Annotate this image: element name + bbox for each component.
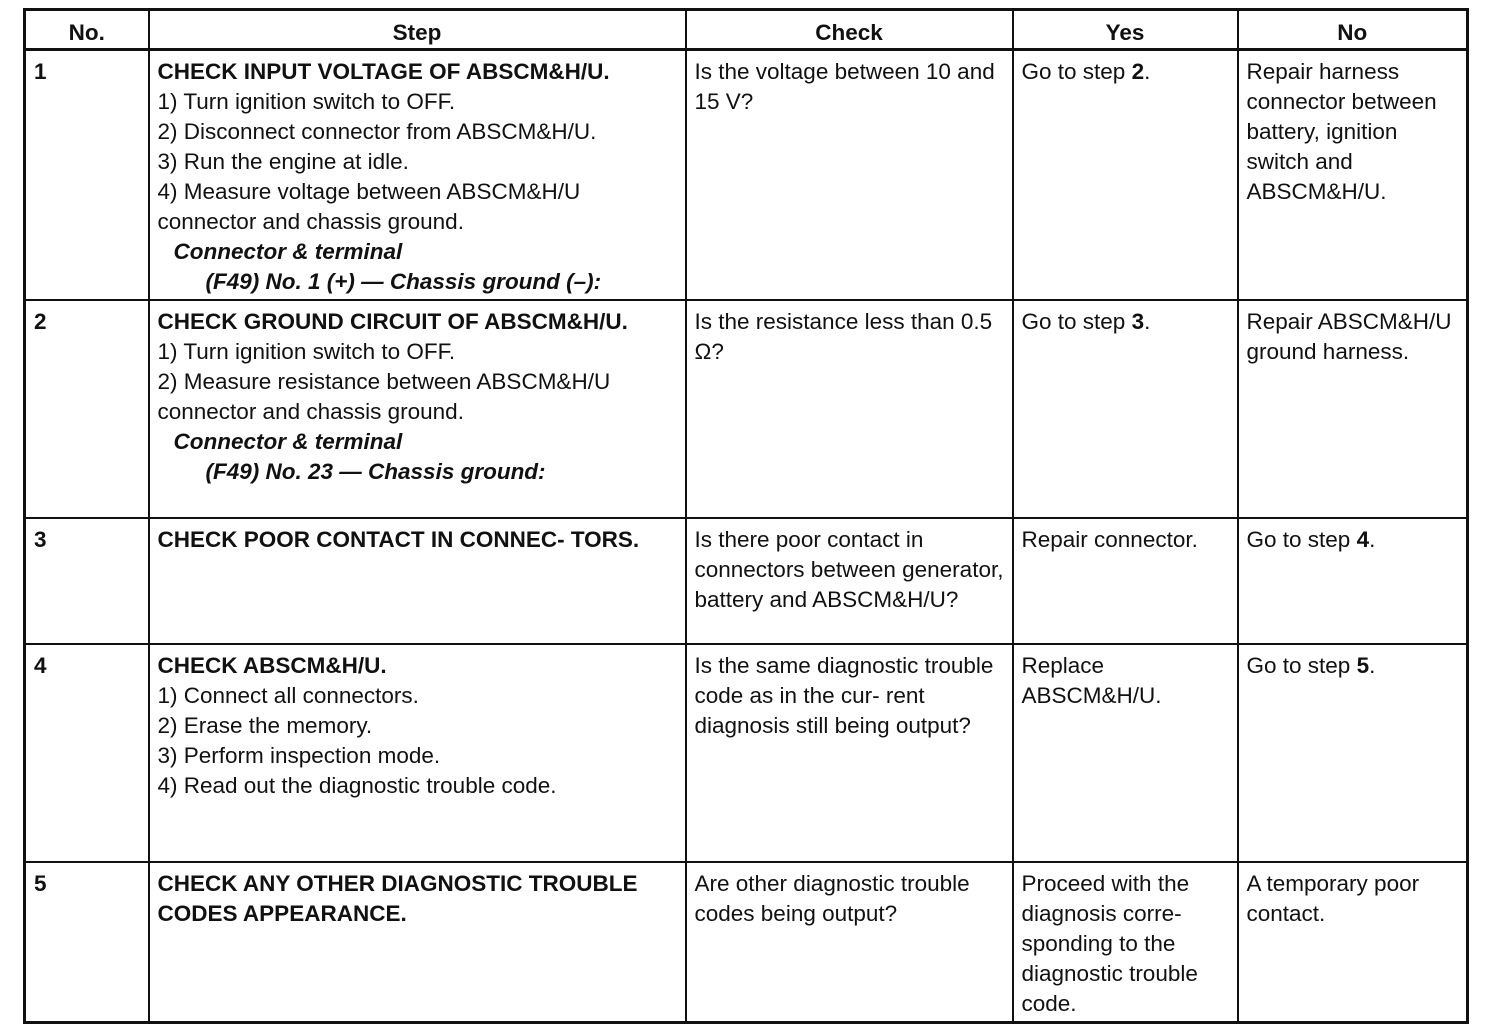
step-line: 2) Measure resistance between ABSCM&H/U connector and chassis ground. bbox=[157, 369, 611, 424]
step-title: CHECK ANY OTHER DIAGNOSTIC TROUBLE CODES APPEARANCE. bbox=[157, 871, 638, 926]
step-cell bbox=[149, 644, 686, 862]
table-row bbox=[25, 300, 1468, 518]
no-cell: A temporary poor contact. bbox=[1238, 862, 1468, 1023]
yes-cell: Repair connector. bbox=[1013, 518, 1238, 644]
terminal-value: (F49) No. 1 (+) — Chassis ground (–): bbox=[205, 269, 602, 294]
no-cell: Repair ABSCM&H/U ground harness. bbox=[1238, 300, 1468, 518]
step-cell bbox=[149, 518, 686, 644]
no-prefix: Go to step bbox=[1246, 527, 1357, 552]
step-line: 2) Erase the memory. bbox=[157, 713, 373, 738]
terminal-label: Connector & terminal bbox=[173, 429, 403, 454]
row-number: 5 bbox=[25, 862, 149, 1023]
header-check: Check bbox=[686, 10, 1013, 50]
header-step: Step bbox=[149, 10, 686, 50]
step-line: 1) Turn ignition switch to OFF. bbox=[157, 89, 456, 114]
check-cell: Is there poor contact in connectors between generator, battery and ABSCM&H/U? bbox=[686, 518, 1013, 644]
header-no: No. bbox=[25, 10, 149, 50]
step-line: 4) Read out the diagnostic trouble code. bbox=[157, 773, 557, 798]
terminal-label: Connector & terminal bbox=[173, 239, 403, 264]
yes-prefix: Go to step bbox=[1021, 309, 1132, 334]
step-line: 1) Turn ignition switch to OFF. bbox=[157, 339, 456, 364]
no-step-ref: 4 bbox=[1356, 527, 1370, 552]
step-title: CHECK ABSCM&H/U. bbox=[157, 653, 387, 678]
header-yes: Yes bbox=[1013, 10, 1238, 50]
yes-step-ref: 3 bbox=[1131, 309, 1145, 334]
yes-prefix: Go to step bbox=[1021, 59, 1132, 84]
step-title: CHECK INPUT VOLTAGE OF ABSCM&H/U. bbox=[157, 59, 610, 84]
yes-suffix: . bbox=[1144, 59, 1151, 84]
no-cell bbox=[1238, 644, 1468, 862]
header-row bbox=[25, 10, 1468, 50]
step-line: 2) Disconnect connector from ABSCM&H/U. bbox=[157, 119, 597, 144]
header-no-result: No bbox=[1238, 10, 1468, 50]
table-row bbox=[25, 644, 1468, 862]
step-cell bbox=[149, 862, 686, 1023]
table-row bbox=[25, 518, 1468, 644]
no-cell: Repair harness connector between battery, ignition switch and ABSCM&H/U. bbox=[1238, 50, 1468, 301]
yes-cell: Proceed with the diagnosis corre- sponding to the diagnostic trouble code. bbox=[1013, 862, 1238, 1023]
step-line: 3) Run the engine at idle. bbox=[157, 149, 409, 174]
terminal-value: (F49) No. 23 — Chassis ground: bbox=[205, 459, 546, 484]
no-cell bbox=[1238, 518, 1468, 644]
step-line: 1) Connect all connectors. bbox=[157, 683, 419, 708]
check-cell: Are other diagnostic trouble codes being output? bbox=[686, 862, 1013, 1023]
step-cell bbox=[149, 300, 686, 518]
step-title: CHECK POOR CONTACT IN CONNEC- TORS. bbox=[157, 527, 640, 552]
row-number: 1 bbox=[25, 50, 149, 301]
check-cell: Is the voltage between 10 and 15 V? bbox=[686, 50, 1013, 301]
no-step-ref: 5 bbox=[1356, 653, 1370, 678]
yes-cell: Replace ABSCM&H/U. bbox=[1013, 644, 1238, 862]
yes-cell bbox=[1013, 50, 1238, 301]
no-suffix: . bbox=[1369, 527, 1376, 552]
table-row bbox=[25, 50, 1468, 301]
no-suffix: . bbox=[1369, 653, 1376, 678]
check-cell: Is the same diagnostic trouble code as in the cur- rent diagnosis still being output? bbox=[686, 644, 1013, 862]
row-number: 4 bbox=[25, 644, 149, 862]
no-prefix: Go to step bbox=[1246, 653, 1357, 678]
check-cell: Is the resistance less than 0.5 Ω? bbox=[686, 300, 1013, 518]
row-number: 3 bbox=[25, 518, 149, 644]
diagnostic-table bbox=[23, 8, 1469, 1024]
table-row bbox=[25, 862, 1468, 1023]
step-line: 4) Measure voltage between ABSCM&H/U connector and chassis ground. bbox=[157, 179, 581, 234]
step-cell bbox=[149, 50, 686, 301]
yes-step-ref: 2 bbox=[1131, 59, 1145, 84]
row-number: 2 bbox=[25, 300, 149, 518]
yes-cell bbox=[1013, 300, 1238, 518]
yes-suffix: . bbox=[1144, 309, 1151, 334]
step-title: CHECK GROUND CIRCUIT OF ABSCM&H/U. bbox=[157, 309, 628, 334]
step-line: 3) Perform inspection mode. bbox=[157, 743, 441, 768]
